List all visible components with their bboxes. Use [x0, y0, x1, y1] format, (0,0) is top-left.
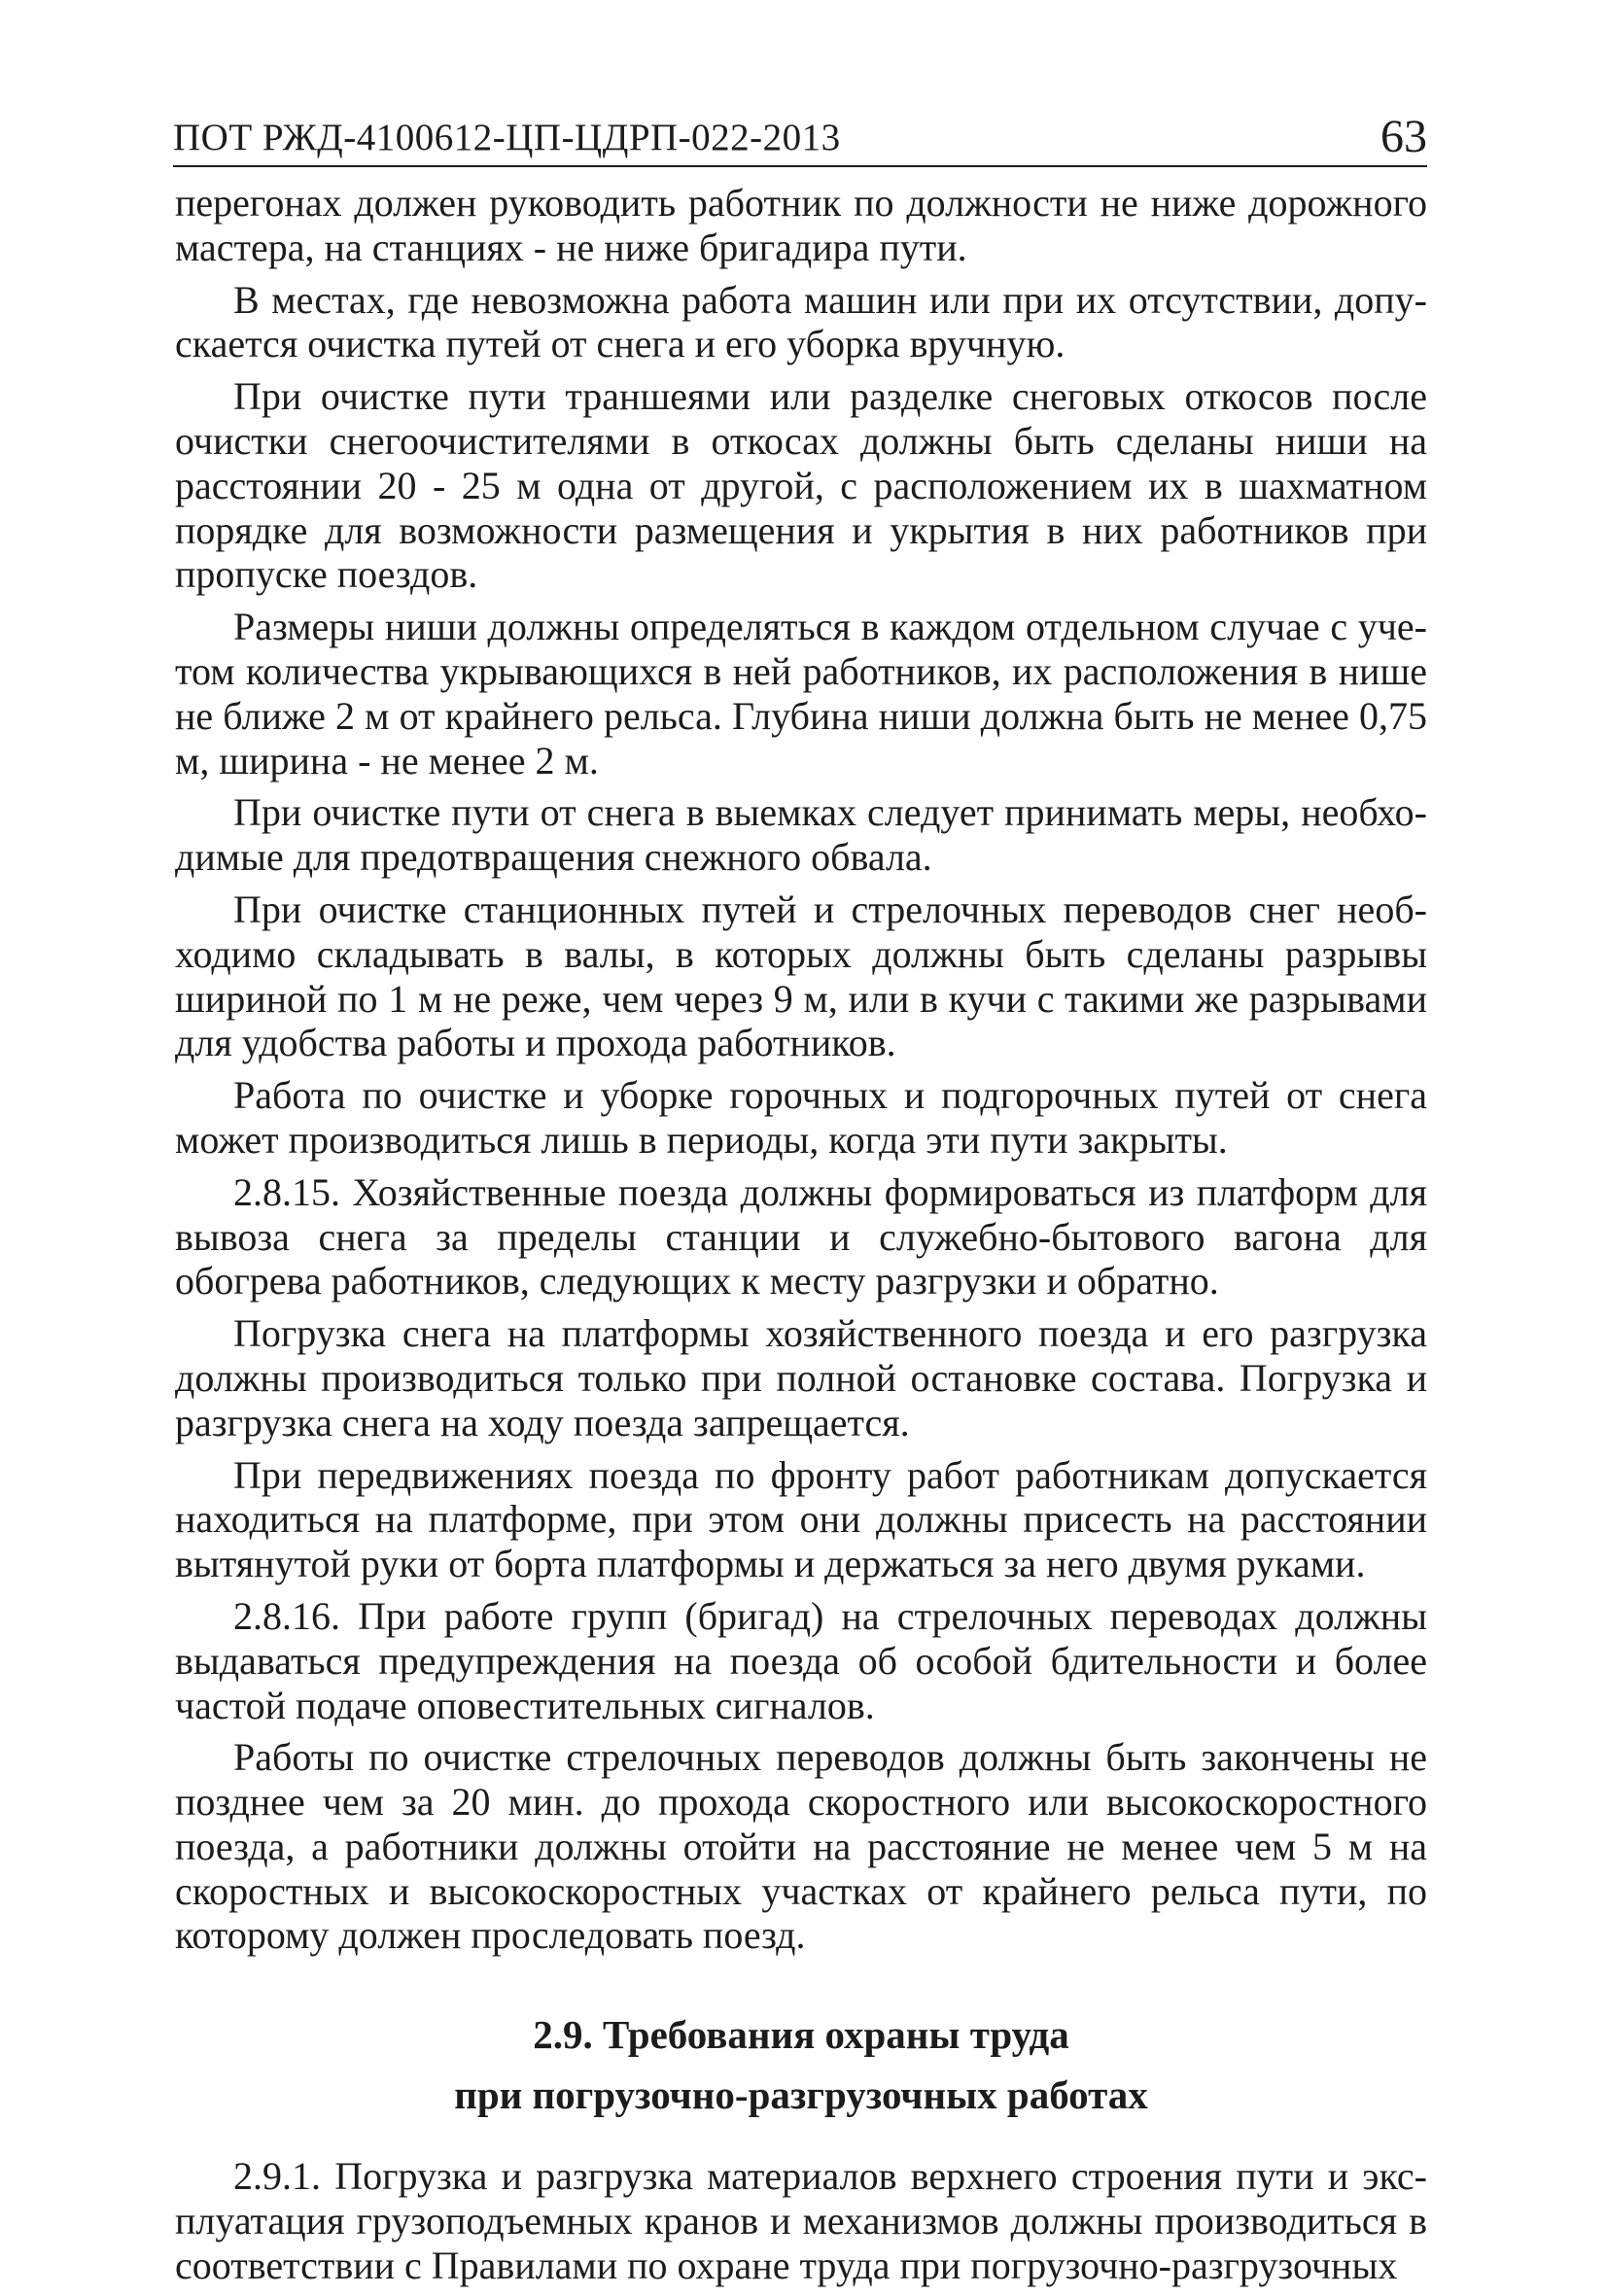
section-heading-line-1: 2.9. Требования охраны труда [533, 2012, 1069, 2058]
clause-2-9-1: 2.9.1. Погрузка и разгрузка материалов верхнего строения пути и эксплуатация грузоподъемных кранов и механизмов должны производиться в соответствии с Правилами по охране труда при погрузочно-разгрузочных [175, 2154, 1427, 2287]
paragraph: Работы по очистке стрелочных переводов должны быть закончены не позднее чем за 20 мин. до прохода скоростного или высокоскоростного поезда, а работники должны отойти на расстояние не менее чем 5 м на скоростных и высокоскоростных участках от крайнего рельса пути, по которому должен проследовать поезд. [175, 1735, 1427, 1958]
paragraph: При очистке станционных путей и стрелочных переводов снег необходимо складывать в валы, в которых должны быть сделаны разрывы шириной по 1 м не реже, чем через 9 м, или в кучи с такими же разрывами для удобства работы и прохода работников. [175, 887, 1427, 1065]
section-heading-line-2: при погрузочно-разгрузочных работах [454, 2072, 1148, 2118]
section-heading-2-9 [175, 2004, 1427, 2125]
paragraph: Размеры ниши должны определяться в каждом отдельном случае с учетом количества укрывающихся в ней работников, их расположения в нише не ближе 2 м от крайнего рельса. Глубина ниши должна быть не менее 0,75 м, ширина - не менее 2 м. [175, 605, 1427, 783]
clause-2-8-15: 2.8.15. Хозяйственные поезда должны формироваться из платформ для вывоза снега за пределы станции и служебно-бытового вагона для обогрева работников, следующих к месту разгрузки и обратно. [175, 1169, 1427, 1304]
paragraph: При очистке пути от снега в выемках следует принимать меры, необходимые для предотвращения снежного обвала. [175, 790, 1427, 880]
page-header [173, 101, 1427, 167]
page-body [175, 181, 1427, 2288]
paragraph: При передвижениях поезда по фронту работ работникам допускается находиться на платформе, при этом они должны присесть на расстоянии вытянутой руки от борта платформы и держаться за него двумя руками. [175, 1452, 1427, 1586]
paragraph: Погрузка снега на платформы хозяйственного поезда и его разгрузка должны производиться только при полной остановке состава. Погрузка и разгрузка снега на ходу поезда запрещается. [175, 1311, 1427, 1444]
paragraph: В местах, где невозможна работа машин или при их отсутствии, допускается очистка путей от снега и его уборка вручную. [175, 277, 1427, 366]
paragraph-continuation: перегонах должен руководить работник по должности не ниже дорожного мастера, на станциях - не ниже бригадира пути. [175, 181, 1427, 269]
document-code: ПОТ РЖД-4100612-ЦП-ЦДРП-022-2013 [173, 117, 841, 158]
paragraph: При очистке пути траншеями или разделке снеговых откосов после очистки снегоочистителями в откосах должны быть сделаны ниши на расстоянии 20 - 25 м одна от другой, с расположением их в шахматном порядке для возможности размещения и укрытия в них работников при пропуске поездов. [175, 374, 1427, 597]
paragraph: Работа по очистке и уборке горочных и подгорочных путей от снега может производиться лишь в периоды, когда эти пути закрыты. [175, 1073, 1427, 1162]
clause-2-8-16: 2.8.16. При работе групп (бригад) на стрелочных переводах должны выдаваться предупреждения на поезда об особой бдительности и более частой подаче оповестительных сигналов. [175, 1593, 1427, 1727]
page-number: 63 [1380, 111, 1427, 162]
